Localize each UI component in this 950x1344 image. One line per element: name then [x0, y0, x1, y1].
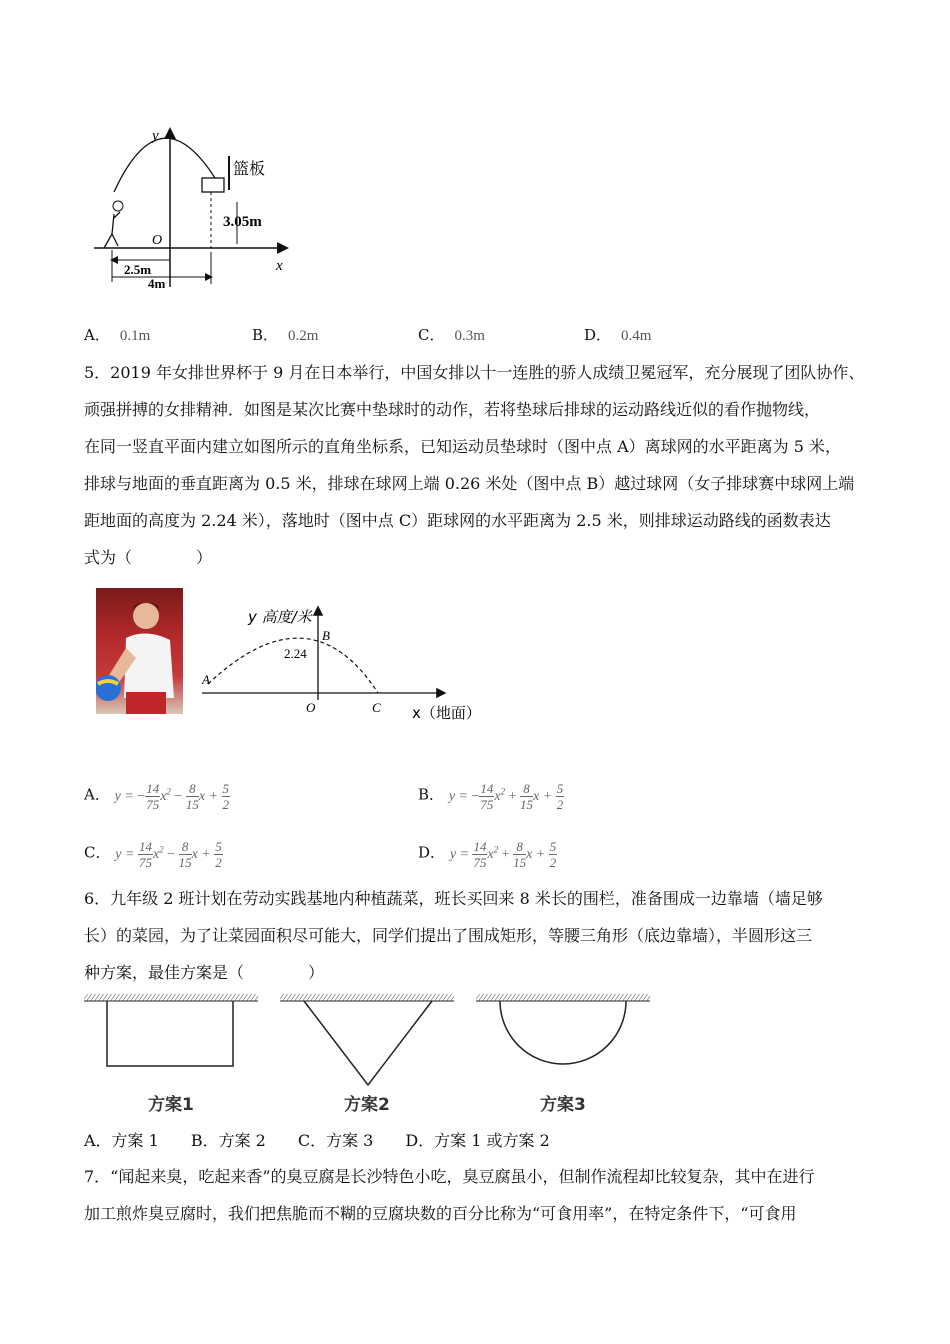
basketball-figure — [90, 122, 300, 292]
graph-point-c: C — [372, 700, 381, 715]
fig4-x-label: x — [276, 258, 283, 274]
graph-point-b: B — [322, 628, 330, 643]
q5-line-4: 排球与地面的垂直距离为 0.5 米，排球在球网上端 0.26 米处（图中点 B）越过球网（女子排球赛中球网上端 — [84, 474, 855, 493]
q7-line-2: 加工煎炸臭豆腐时，我们把焦脆而不糊的豆腐块数的百分比称为“可食用率”，在特定条件下，“可食用 — [84, 1204, 797, 1223]
q5-line-1: 5．2019 年女排世界杯于 9 月在日本举行，中国女排以十一连胜的骄人成绩卫冕冠军，充分展现了团队协作、 — [84, 363, 865, 382]
plan-3-caption: 方案3 — [540, 1095, 586, 1115]
q6-line-1: 6．九年级 2 班计划在劳动实践基地内种植蔬菜，班长买回来 8 米长的围栏，准备围成一边靠墙（墙足够 — [84, 889, 823, 908]
q6-line-3: 种方案，最佳方案是（ ） — [84, 963, 325, 982]
fig4-origin: O — [152, 233, 163, 248]
q6-line-2: 长）的菜园，为了让菜园面积尽可能大，同学们提出了围成矩形，等腰三角形（底边靠墙），半圆形这三 — [84, 926, 813, 945]
q4-option-d[interactable]: D． 0.4m — [584, 326, 652, 344]
fig4-height-label: 3.05m — [223, 214, 262, 230]
q4-option-c[interactable]: C． 0.3m — [418, 326, 485, 344]
fig4-y-label: y — [152, 128, 159, 144]
q5-line-6: 式为（ ） — [84, 548, 213, 567]
q5-option-b[interactable]: B． y = − $\frac{14}{75}$ $x^2$ + $\frac{8}{15}$ x + $\frac{5}{2}$ — [418, 780, 564, 812]
q4-option-b[interactable]: B． 0.2m — [252, 326, 319, 344]
volleyball-graph — [198, 600, 488, 725]
graph-value-label: 2.24 — [284, 646, 307, 661]
graph-point-a: A — [202, 672, 210, 687]
plan-2-caption: 方案2 — [344, 1095, 390, 1115]
plan-1-caption: 方案1 — [148, 1095, 194, 1115]
graph-x-label: x（地面） — [412, 704, 481, 722]
q7-line-1: 7．“闻起来臭，吃起来香”的臭豆腐是长沙特色小吃，臭豆腐虽小，但制作流程却比较复杂，其中在进行 — [84, 1167, 815, 1186]
q5-line-3: 在同一竖直平面内建立如图所示的直角坐标系，已知运动员垫球时（图中点 A）离球网的水平距离为 5 米， — [84, 437, 841, 456]
q5-line-5: 距地面的高度为 2.24 米），落地时（图中点 C）距球网的水平距离为 2.5 米，则排球运动路线的函数表达 — [84, 511, 831, 530]
q5-line-2: 顽强拼搏的女排精神．如图是某次比赛中垫球时的动作，若将垫球后排球的运动路线近似的看作抛物线， — [84, 400, 821, 419]
fig4-d2-label: 4m — [148, 276, 166, 291]
q5-option-a[interactable]: A． y = − $\frac{14}{75}$ $x^2$ − $\frac{8}{15}$ x + $\frac{5}{2}$ — [84, 780, 229, 812]
q4-option-a[interactable]: A． 0.1m — [84, 326, 151, 344]
q6-options[interactable]: A．方案 1 B．方案 2 C．方案 3 D．方案 1 或方案 2 — [84, 1131, 550, 1150]
q5-option-c[interactable]: C． y = $\frac{14}{75}$ $x^2$ − $\frac{8}{15}$ x + $\frac{5}{2}$ — [84, 838, 222, 870]
q5-option-d[interactable]: D． y = $\frac{14}{75}$ $x^2$ + $\frac{8}{15}$ x + $\frac{5}{2}$ — [418, 838, 557, 870]
graph-y-label: y 高度/米 — [248, 608, 312, 626]
fig4-d1-label: 2.5m — [124, 262, 152, 277]
fig4-board-label: 篮板 — [233, 159, 266, 178]
volleyball-player-photo — [96, 588, 183, 714]
graph-origin: O — [306, 700, 316, 715]
garden-plans-figure — [82, 990, 654, 1120]
